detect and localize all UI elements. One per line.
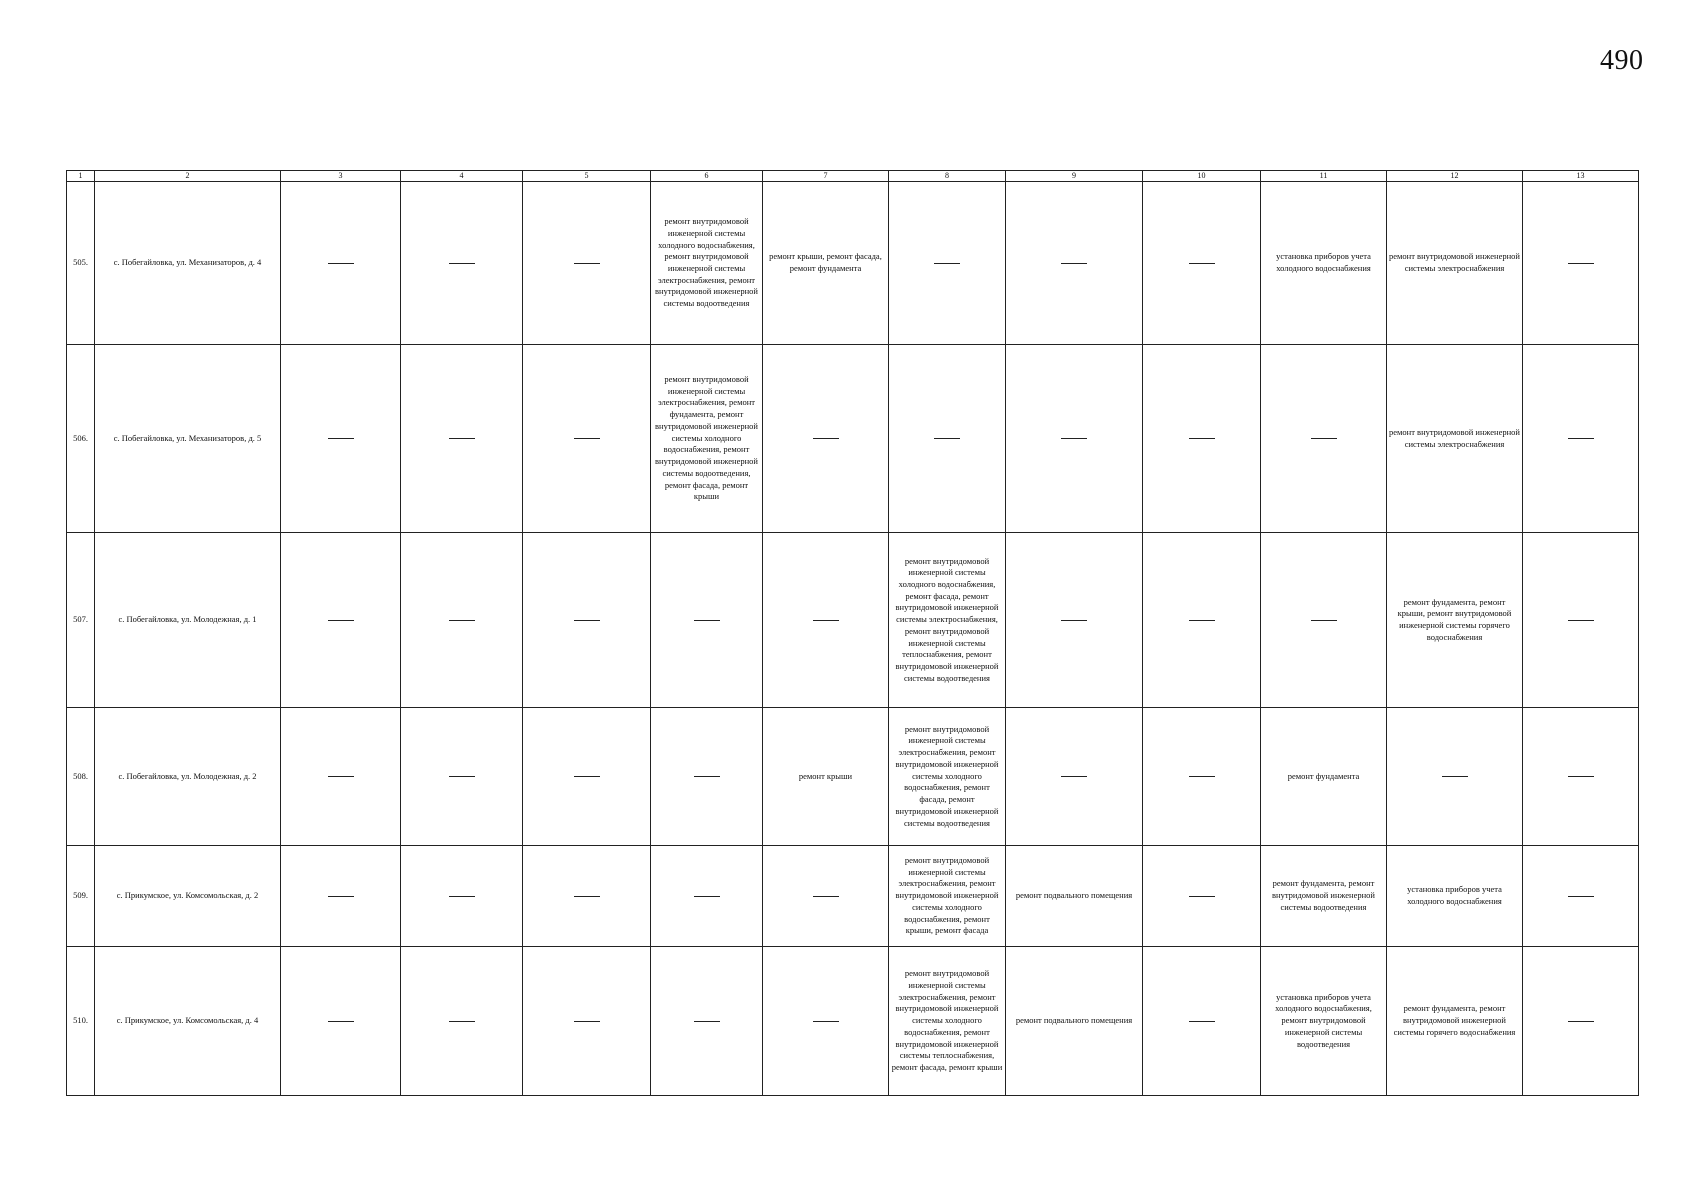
column-number: 10: [1143, 171, 1261, 182]
address-cell: с. Побегайловка, ул. Молодежная, д. 1: [95, 533, 281, 708]
dash-mark: [1189, 620, 1215, 621]
dash-mark: [1061, 263, 1087, 264]
column-number: 12: [1387, 171, 1523, 182]
column-number: 8: [889, 171, 1006, 182]
work-type-cell: ремонт фундамента: [1261, 708, 1387, 846]
column-number: 4: [401, 171, 523, 182]
table-row: [67, 708, 1639, 846]
work-type-cell: ремонт внутридомовой инженерной системы холодного водоснабжения, ремонт фасада, ремонт внутридомовой инженерной системы электроснабжения, ремонт внутридомовой инженерной системы теплоснабжения, ремонт внутридомовой инженерной системы водоотведения: [889, 533, 1006, 708]
dash-mark: [1189, 896, 1215, 897]
empty-cell: [281, 947, 401, 1096]
empty-cell: [281, 846, 401, 947]
repair-schedule-table: [66, 170, 1639, 1096]
empty-cell: [281, 345, 401, 533]
dash-mark: [328, 776, 354, 777]
address-cell: с. Прикумское, ул. Комсомольская, д. 2: [95, 846, 281, 947]
empty-cell: [1387, 708, 1523, 846]
address-cell: с. Побегайловка, ул. Механизаторов, д. 4: [95, 182, 281, 345]
dash-mark: [1061, 776, 1087, 777]
empty-cell: [1523, 947, 1639, 1096]
row-number: 507.: [67, 533, 95, 708]
empty-cell: [763, 345, 889, 533]
empty-cell: [523, 182, 651, 345]
empty-cell: [1523, 182, 1639, 345]
row-number: 506.: [67, 345, 95, 533]
row-number: 508.: [67, 708, 95, 846]
empty-cell: [889, 345, 1006, 533]
dash-mark: [574, 1021, 600, 1022]
column-number: 6: [651, 171, 763, 182]
dash-mark: [694, 896, 720, 897]
work-type-cell: установка приборов учета холодного водоснабжения, ремонт внутридомовой инженерной системы водоотведения: [1261, 947, 1387, 1096]
dash-mark: [1568, 1021, 1594, 1022]
dash-mark: [449, 896, 475, 897]
table-row: [67, 345, 1639, 533]
empty-cell: [1143, 533, 1261, 708]
empty-cell: [1523, 846, 1639, 947]
empty-cell: [523, 345, 651, 533]
table-row: [67, 533, 1639, 708]
dash-mark: [328, 263, 354, 264]
dash-mark: [449, 776, 475, 777]
work-type-cell: ремонт фундамента, ремонт внутридомовой инженерной системы горячего водоснабжения: [1387, 947, 1523, 1096]
empty-cell: [401, 846, 523, 947]
empty-cell: [763, 947, 889, 1096]
work-type-cell: ремонт подвального помещения: [1006, 947, 1143, 1096]
dash-mark: [1442, 776, 1468, 777]
column-number: 2: [95, 171, 281, 182]
dash-mark: [574, 620, 600, 621]
dash-mark: [813, 438, 839, 439]
table-row: [67, 846, 1639, 947]
work-type-cell: ремонт внутридомовой инженерной системы электроснабжения, ремонт фундамента, ремонт внутридомовой инженерной системы холодного водоснабжения, ремонт внутридомовой инженерной системы водоотведения, ремонт фасада, ремонт крыши: [651, 345, 763, 533]
empty-cell: [281, 533, 401, 708]
empty-cell: [1006, 708, 1143, 846]
dash-mark: [1189, 263, 1215, 264]
empty-cell: [523, 533, 651, 708]
empty-cell: [401, 533, 523, 708]
dash-mark: [1311, 620, 1337, 621]
empty-cell: [651, 947, 763, 1096]
empty-cell: [401, 947, 523, 1096]
empty-cell: [1143, 846, 1261, 947]
column-number: 1: [67, 171, 95, 182]
work-type-cell: ремонт внутридомовой инженерной системы электроснабжения: [1387, 182, 1523, 345]
dash-mark: [813, 896, 839, 897]
dash-mark: [328, 620, 354, 621]
work-type-cell: ремонт внутридомовой инженерной системы электроснабжения, ремонт внутридомовой инженерной системы холодного водоснабжения, ремонт внутридомовой инженерной системы теплоснабжения, ремонт фасада, ремонт крыши: [889, 947, 1006, 1096]
column-number: 3: [281, 171, 401, 182]
empty-cell: [1143, 182, 1261, 345]
dash-mark: [449, 438, 475, 439]
dash-mark: [694, 1021, 720, 1022]
dash-mark: [1189, 1021, 1215, 1022]
dash-mark: [1568, 438, 1594, 439]
empty-cell: [523, 846, 651, 947]
work-type-cell: ремонт крыши: [763, 708, 889, 846]
empty-cell: [401, 345, 523, 533]
column-number: 11: [1261, 171, 1387, 182]
work-type-cell: ремонт внутридомовой инженерной системы электроснабжения: [1387, 345, 1523, 533]
dash-mark: [449, 263, 475, 264]
dash-mark: [1061, 438, 1087, 439]
row-number: 510.: [67, 947, 95, 1096]
empty-cell: [651, 708, 763, 846]
dash-mark: [1568, 263, 1594, 264]
empty-cell: [763, 846, 889, 947]
empty-cell: [281, 182, 401, 345]
row-number: 509.: [67, 846, 95, 947]
empty-cell: [1006, 182, 1143, 345]
work-type-cell: ремонт фундамента, ремонт крыши, ремонт внутридомовой инженерной системы горячего водоснабжения: [1387, 533, 1523, 708]
dash-mark: [328, 896, 354, 897]
dash-mark: [694, 620, 720, 621]
dash-mark: [1568, 776, 1594, 777]
work-type-cell: ремонт внутридомовой инженерной системы электроснабжения, ремонт внутридомовой инженерной системы холодного водоснабжения, ремонт фасада, ремонт внутридомовой инженерной системы водоотведения: [889, 708, 1006, 846]
dash-mark: [1311, 438, 1337, 439]
table-row: [67, 947, 1639, 1096]
empty-cell: [763, 533, 889, 708]
dash-mark: [694, 776, 720, 777]
work-type-cell: установка приборов учета холодного водоснабжения: [1261, 182, 1387, 345]
dash-mark: [328, 1021, 354, 1022]
empty-cell: [1006, 533, 1143, 708]
table-body: [67, 182, 1639, 1096]
dash-mark: [574, 776, 600, 777]
empty-cell: [1523, 708, 1639, 846]
work-type-cell: ремонт внутридомовой инженерной системы холодного водоснабжения, ремонт внутридомовой инженерной системы электроснабжения, ремонт внутридомовой инженерной системы водоотведения: [651, 182, 763, 345]
empty-cell: [1523, 533, 1639, 708]
column-number-row: [67, 171, 1639, 182]
page-number: 490: [1600, 45, 1644, 76]
empty-cell: [889, 182, 1006, 345]
dash-mark: [328, 438, 354, 439]
address-cell: с. Побегайловка, ул. Механизаторов, д. 5: [95, 345, 281, 533]
dash-mark: [813, 620, 839, 621]
empty-cell: [1143, 708, 1261, 846]
empty-cell: [1261, 345, 1387, 533]
work-type-cell: ремонт внутридомовой инженерной системы электроснабжения, ремонт внутридомовой инженерной системы холодного водоснабжения, ремонт крыши, ремонт фасада: [889, 846, 1006, 947]
empty-cell: [523, 708, 651, 846]
empty-cell: [281, 708, 401, 846]
empty-cell: [651, 846, 763, 947]
empty-cell: [1143, 947, 1261, 1096]
address-cell: с. Прикумское, ул. Комсомольская, д. 4: [95, 947, 281, 1096]
dash-mark: [934, 263, 960, 264]
empty-cell: [401, 708, 523, 846]
empty-cell: [651, 533, 763, 708]
empty-cell: [1523, 345, 1639, 533]
dash-mark: [574, 263, 600, 264]
dash-mark: [934, 438, 960, 439]
dash-mark: [574, 896, 600, 897]
column-number: 7: [763, 171, 889, 182]
dash-mark: [449, 1021, 475, 1022]
row-number: 505.: [67, 182, 95, 345]
empty-cell: [523, 947, 651, 1096]
empty-cell: [1006, 345, 1143, 533]
dash-mark: [813, 1021, 839, 1022]
dash-mark: [1568, 896, 1594, 897]
dash-mark: [1568, 620, 1594, 621]
column-number: 9: [1006, 171, 1143, 182]
empty-cell: [401, 182, 523, 345]
dash-mark: [1061, 620, 1087, 621]
table-row: [67, 182, 1639, 345]
empty-cell: [1261, 533, 1387, 708]
empty-cell: [1143, 345, 1261, 533]
work-type-cell: ремонт подвального помещения: [1006, 846, 1143, 947]
dash-mark: [449, 620, 475, 621]
address-cell: с. Побегайловка, ул. Молодежная, д. 2: [95, 708, 281, 846]
column-number: 5: [523, 171, 651, 182]
work-type-cell: ремонт крыши, ремонт фасада, ремонт фундамента: [763, 182, 889, 345]
column-number: 13: [1523, 171, 1639, 182]
work-type-cell: ремонт фундамента, ремонт внутридомовой инженерной системы водоотведения: [1261, 846, 1387, 947]
dash-mark: [574, 438, 600, 439]
work-type-cell: установка приборов учета холодного водоснабжения: [1387, 846, 1523, 947]
dash-mark: [1189, 438, 1215, 439]
dash-mark: [1189, 776, 1215, 777]
